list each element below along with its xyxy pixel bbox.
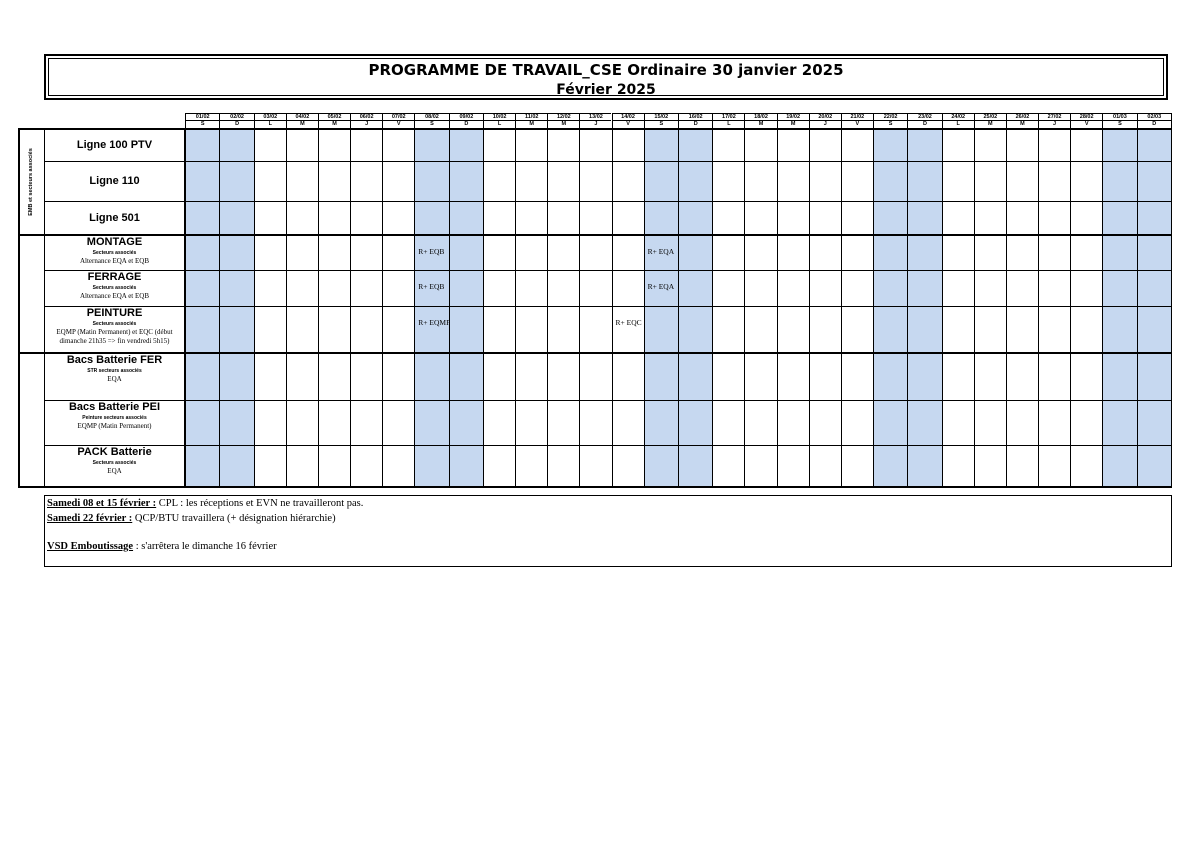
notes-box	[44, 495, 1172, 567]
day-header: M	[1006, 121, 1038, 129]
row-title: MONTAGE	[86, 236, 143, 248]
group-label-text: EMB et secteurs associés	[28, 148, 34, 216]
date-header: 10/02	[483, 113, 515, 121]
day-header: L	[483, 121, 515, 129]
date-header: 01/03	[1102, 113, 1136, 121]
weekend-column	[1137, 129, 1171, 487]
date-header: 14/02	[612, 113, 644, 121]
note-label: VSD Emboutissage	[47, 541, 134, 552]
row-title: PEINTURE	[86, 307, 143, 319]
row-title: Ligne 100 PTV	[76, 138, 153, 151]
date-header: 28/02	[1070, 113, 1102, 121]
date-header: 13/02	[579, 113, 611, 121]
day-header: L	[712, 121, 744, 129]
grid-vline	[449, 129, 450, 487]
day-header: V	[612, 121, 644, 129]
day-header: S	[185, 121, 219, 129]
row-title: FERRAGE	[87, 271, 142, 283]
grid-vline	[1137, 129, 1138, 487]
row-label	[45, 353, 184, 400]
date-header: 18/02	[744, 113, 776, 121]
date-header: 24/02	[942, 113, 974, 121]
date-header: 23/02	[907, 113, 941, 121]
note-line	[47, 513, 336, 524]
grid-hline	[44, 306, 1172, 307]
row-title: Ligne 501	[89, 211, 140, 224]
day-header: J	[1038, 121, 1070, 129]
row-note: EQMP (Matin Permanent) et EQC (début dimanche 21h35 => fin vendredi 5h15)	[56, 328, 173, 345]
weekend-column	[907, 129, 941, 487]
grid-vline	[1102, 129, 1103, 487]
date-header: 09/02	[449, 113, 483, 121]
day-header: J	[350, 121, 382, 129]
schedule-entry: R+ EQB	[418, 247, 445, 256]
title-box	[44, 54, 1168, 100]
grid-vline	[644, 129, 645, 487]
date-header: 04/02	[286, 113, 318, 121]
schedule-entry: R+ EQC	[615, 318, 642, 327]
row-subtitle: STR secteurs associés	[87, 368, 142, 374]
grid-vline	[612, 129, 613, 487]
grid-vline	[18, 129, 20, 487]
grid-hline	[18, 128, 1172, 130]
day-header: D	[1137, 121, 1171, 129]
schedule-entry: R+ EQA	[647, 247, 675, 256]
date-header: 15/02	[644, 113, 678, 121]
date-header: 25/02	[974, 113, 1006, 121]
day-header: D	[678, 121, 712, 129]
schedule-grid	[18, 113, 1171, 487]
grid-vline	[678, 129, 679, 487]
page-title: PROGRAMME DE TRAVAIL_CSE Ordinaire 30 janvier 2025	[368, 61, 844, 79]
row-label	[45, 270, 184, 306]
note-label: Samedi 08 et 15 février :	[47, 498, 157, 509]
grid-hline	[44, 445, 1172, 446]
weekend-column	[1102, 129, 1136, 487]
grid-hline	[44, 270, 1172, 271]
grid-vline	[350, 129, 351, 487]
row-label	[45, 161, 184, 201]
day-header: V	[1070, 121, 1102, 129]
row-subtitle: Secteurs associés	[92, 250, 137, 256]
row-subtitle: Peinture secteurs associés	[82, 415, 147, 421]
row-title: PACK Batterie	[77, 446, 152, 458]
weekend-column	[678, 129, 712, 487]
row-subtitle: Secteurs associés	[92, 460, 137, 466]
note-text: : s'arrêtera le dimanche 16 février	[133, 541, 277, 552]
day-header: M	[974, 121, 1006, 129]
grid-vline	[515, 129, 516, 487]
date-header: 19/02	[777, 113, 809, 121]
grid-vline	[1006, 129, 1007, 487]
day-header: D	[449, 121, 483, 129]
day-header: M	[286, 121, 318, 129]
row-note: Alternance EQA et EQB	[79, 292, 149, 300]
note-line	[47, 541, 277, 552]
row-label	[45, 445, 184, 487]
grid-vline	[873, 129, 874, 487]
grid-hline	[44, 161, 1172, 162]
date-header: 27/02	[1038, 113, 1070, 121]
grid-vline	[744, 129, 745, 487]
schedule-entry: R+ EQB	[418, 282, 445, 291]
weekend-column	[644, 129, 678, 487]
grid-vline	[414, 129, 415, 487]
date-header: 02/03	[1137, 113, 1171, 121]
grid-vline	[219, 129, 220, 487]
row-label	[45, 306, 184, 353]
row-label	[45, 201, 184, 235]
grid-vline	[777, 129, 778, 487]
grid-vline	[907, 129, 908, 487]
grid-vline	[483, 129, 484, 487]
row-title: Bacs Batterie PEI	[68, 401, 161, 413]
grid-vline	[1038, 129, 1039, 487]
weekend-column	[219, 129, 253, 487]
date-header: 06/02	[350, 113, 382, 121]
day-header: S	[644, 121, 678, 129]
grid-hline	[18, 234, 1172, 236]
header-right-border	[1171, 113, 1172, 129]
day-header: M	[777, 121, 809, 129]
date-header: 05/02	[318, 113, 350, 121]
date-header: 26/02	[1006, 113, 1038, 121]
date-header: 08/02	[414, 113, 448, 121]
row-subtitle: Secteurs associés	[92, 321, 137, 327]
date-header: 22/02	[873, 113, 907, 121]
grid-vline	[1070, 129, 1071, 487]
grid-hline	[44, 201, 1172, 202]
day-header: V	[841, 121, 873, 129]
date-header: 02/02	[219, 113, 253, 121]
day-header: S	[873, 121, 907, 129]
date-header: 07/02	[382, 113, 414, 121]
row-title: Ligne 110	[89, 174, 140, 187]
date-header: 21/02	[841, 113, 873, 121]
note-text: CPL : les réceptions et EVN ne travailleront pas.	[156, 498, 364, 509]
grid-vline	[547, 129, 548, 487]
weekend-column	[185, 129, 219, 487]
grid-vline	[1171, 129, 1172, 487]
grid-vline	[318, 129, 319, 487]
date-header: 20/02	[809, 113, 841, 121]
day-header: M	[744, 121, 776, 129]
day-header: D	[907, 121, 941, 129]
date-header: 12/02	[547, 113, 579, 121]
note-label: Samedi 22 février :	[47, 513, 133, 524]
day-header: D	[219, 121, 253, 129]
schedule-entry: R+ EQMP	[418, 318, 451, 327]
day-header: J	[809, 121, 841, 129]
grid-vline	[286, 129, 287, 487]
grid-vline	[382, 129, 383, 487]
weekend-column	[449, 129, 483, 487]
note-line	[47, 498, 363, 509]
row-label	[45, 400, 184, 445]
weekend-column	[873, 129, 907, 487]
day-header: L	[254, 121, 286, 129]
day-header: M	[547, 121, 579, 129]
schedule-entry: R+ EQA	[647, 282, 675, 291]
group-label-emb	[18, 129, 44, 235]
day-header: M	[515, 121, 547, 129]
row-subtitle: Secteurs associés	[92, 285, 137, 291]
grid-vline	[809, 129, 810, 487]
grid-vline	[974, 129, 975, 487]
grid-vline	[254, 129, 255, 487]
grid-hline	[18, 352, 1172, 354]
page-subtitle: Février 2025	[556, 82, 656, 98]
day-header: S	[1102, 121, 1136, 129]
day-header: M	[318, 121, 350, 129]
grid-hline	[44, 400, 1172, 401]
grid-vline	[712, 129, 713, 487]
date-header: 17/02	[712, 113, 744, 121]
day-header: L	[942, 121, 974, 129]
note-text: QCP/BTU travaillera (+ désignation hiérarchie)	[132, 513, 336, 524]
date-header: 11/02	[515, 113, 547, 121]
row-title: Bacs Batterie FER	[66, 354, 163, 366]
row-note: EQA	[107, 467, 122, 475]
date-header: 16/02	[678, 113, 712, 121]
row-label	[45, 235, 184, 270]
date-header: 01/02	[185, 113, 219, 121]
row-note: Alternance EQA et EQB	[79, 257, 149, 265]
grid-hline	[18, 486, 1172, 488]
weekend-column	[414, 129, 451, 487]
grid-vline	[841, 129, 842, 487]
day-header: V	[382, 121, 414, 129]
day-header: S	[414, 121, 448, 129]
row-note: EQA	[107, 375, 122, 383]
day-header: J	[579, 121, 611, 129]
row-label	[45, 129, 184, 161]
date-header: 03/02	[254, 113, 286, 121]
grid-vline	[185, 129, 186, 487]
grid-vline	[579, 129, 580, 487]
grid-vline	[942, 129, 943, 487]
row-note: EQMP (Matin Permanent)	[77, 422, 152, 430]
